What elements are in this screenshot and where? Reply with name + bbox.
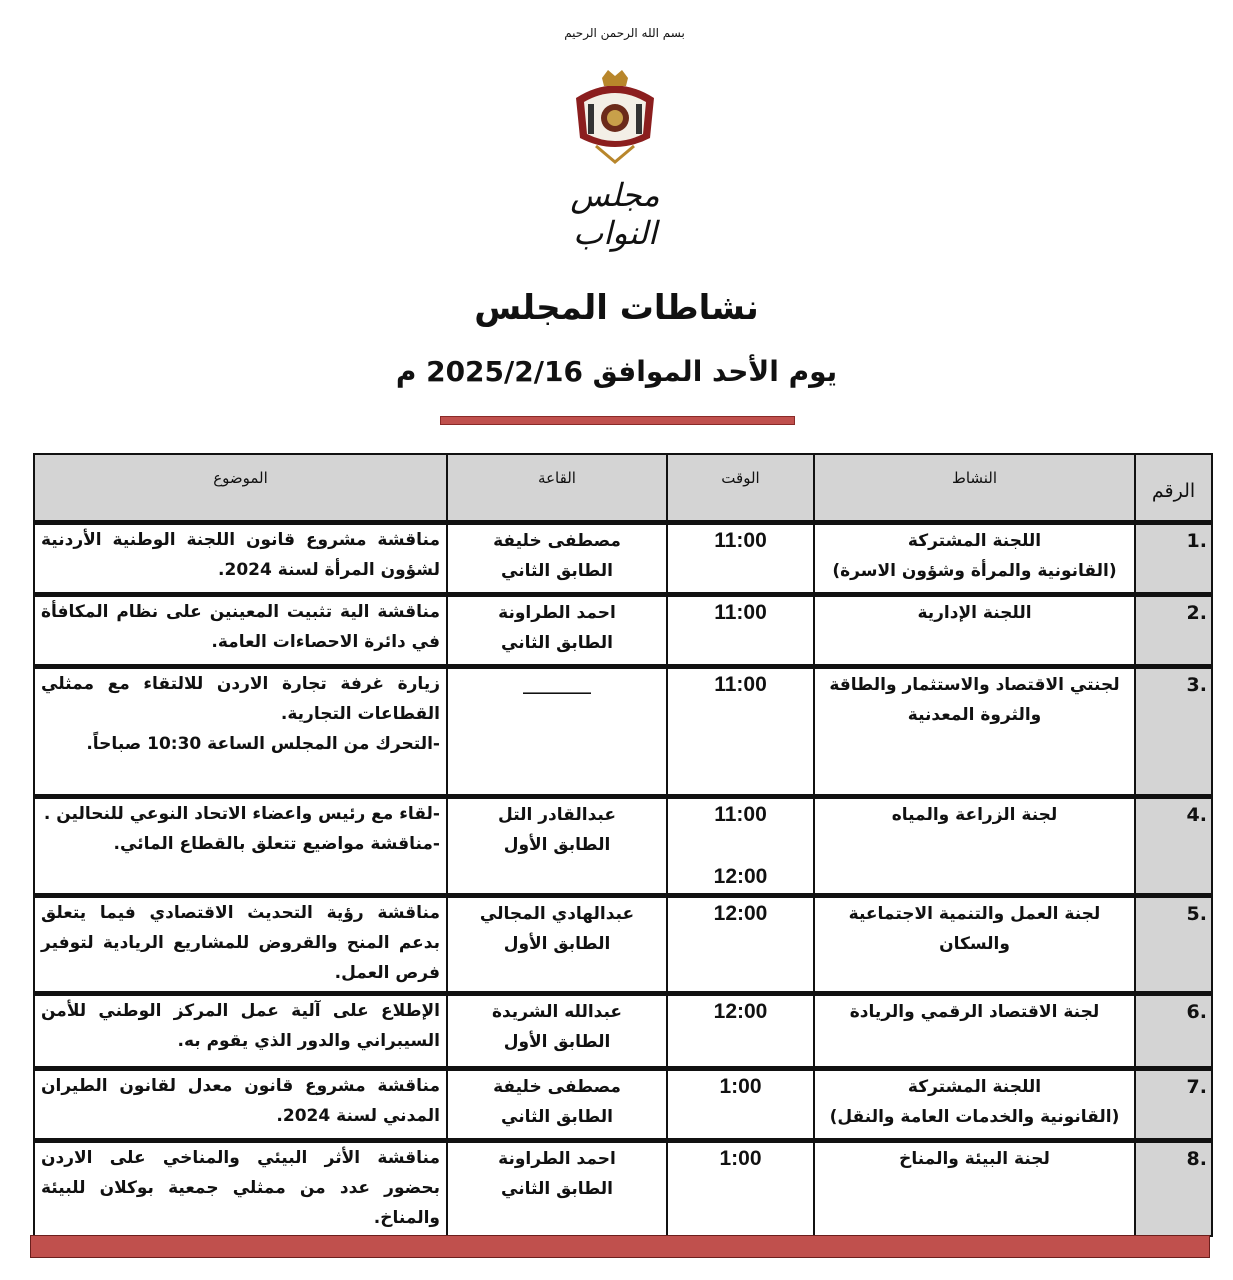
hall-cell-line: عبدالله الشريدة (491, 1002, 623, 1022)
hall-cell-line: مصطفى خليفة (493, 531, 621, 551)
time-cell (667, 667, 814, 797)
col-time: الوقت (667, 454, 814, 523)
hall-cell-line: عبدالقادر التل (498, 805, 616, 825)
row-number: .5 (1135, 896, 1212, 994)
subject-cell-line: مناقشة مشروع قانون معدل لقانون الطيران المدني لسنة 2024. (41, 1076, 440, 1126)
hall-cell (447, 1069, 667, 1141)
hall-cell-line: الطابق الثاني (501, 561, 613, 581)
subject-cell-line: الإطلاع على آلية عمل المركز الوطني للأمن السيبراني والدور الذي يقوم به. (41, 1001, 440, 1051)
activity-cell-line: (القانونية والمرأة وشؤون الاسرة) (832, 561, 1117, 581)
coat-of-arms-icon (566, 68, 664, 164)
subject-cell (34, 595, 447, 667)
subject-cell-line: مناقشة رؤية التحديث الاقتصادي فيما يتعلق بدعم المنح والقروض للمشاريع الريادية لتوفير فرص العمل. (41, 903, 440, 983)
subject-cell (34, 896, 447, 994)
activities-table (33, 453, 1213, 1237)
row-number: .2 (1135, 595, 1212, 667)
time-cell-line: 1:00 (719, 1075, 762, 1098)
subject-cell-line: مناقشة الية تثبيت المعينين على نظام المكافأة في دائرة الاحصاءات العامة. (41, 602, 440, 652)
hall-cell-line: الطابق الأول (503, 835, 611, 855)
table-header (34, 454, 1212, 523)
hall-cell (447, 523, 667, 595)
subject-cell (34, 797, 447, 896)
hall-cell-line: الطابق الأول (503, 1032, 611, 1052)
activity-cell (814, 896, 1135, 994)
time-cell (667, 1069, 814, 1141)
hall-cell (447, 994, 667, 1069)
activity-cell-line: لجنتي الاقتصاد والاستثمار والطاقة والثروة المعدنية (829, 675, 1120, 725)
hall-cell-line: عبدالهادي المجالي (479, 904, 635, 924)
activity-cell (814, 595, 1135, 667)
activity-cell (814, 523, 1135, 595)
subject-cell (34, 1069, 447, 1141)
row-number: .4 (1135, 797, 1212, 896)
time-cell (667, 994, 814, 1069)
activity-cell (814, 667, 1135, 797)
activity-cell-line: لجنة العمل والتنمية الاجتماعية والسكان (848, 904, 1101, 954)
col-subject: الموضوع (34, 454, 447, 523)
subject-cell-line: مناقشة الأثر البيئي والمناخي على الاردن بحضور عدد من ممثلي جمعية بوكلان للبيئة والمناخ. (41, 1148, 440, 1228)
time-cell-line: 11:00 (714, 529, 767, 552)
activity-cell-line: لجنة الزراعة والمياه (891, 805, 1058, 825)
hall-cell-line: الطابق الثاني (501, 1107, 613, 1127)
subject-cell-line: -مناقشة مواضيع تتعلق بالقطاع المائي. (113, 834, 440, 854)
subject-cell-line: زيارة غرفة تجارة الاردن للالتقاء مع ممثلي القطاعات التجارية. (41, 674, 440, 724)
row-number: .7 (1135, 1069, 1212, 1141)
time-cell-line: 12:00 (713, 865, 768, 888)
time-cell-line: 12:00 (713, 1000, 768, 1023)
hall-cell-line: مصطفى خليفة (493, 1077, 621, 1097)
activity-cell-line: اللجنة المشتركة (907, 531, 1042, 551)
subject-cell-line: -التحرك من المجلس الساعة 10:30 صباحاً. (86, 734, 440, 754)
activity-cell (814, 1141, 1135, 1236)
row-number: .3 (1135, 667, 1212, 797)
hall-cell (447, 595, 667, 667)
row-number: .8 (1135, 1141, 1212, 1236)
hall-cell (447, 1141, 667, 1236)
time-cell-line: 1:00 (719, 1147, 762, 1170)
col-activity: النشاط (814, 454, 1135, 523)
footer-bar (30, 1235, 1210, 1258)
hall-cell (447, 896, 667, 994)
activity-cell-line: لجنة الاقتصاد الرقمي والريادة (849, 1002, 1100, 1022)
subject-cell (34, 994, 447, 1069)
table-row (34, 1141, 1212, 1236)
hall-cell-line: الطابق الثاني (501, 1179, 613, 1199)
time-cell-line: 11:00 (714, 803, 767, 826)
subject-cell (34, 523, 447, 595)
hall-cell-line: احمد الطراونة (498, 1149, 616, 1169)
activity-cell (814, 797, 1135, 896)
time-cell (667, 896, 814, 994)
basmala: بسم الله الرحمن الرحيم (564, 26, 685, 40)
table-row (34, 797, 1212, 896)
hall-cell-line: الطابق الثاني (501, 633, 613, 653)
page-title: نشاطات المجلس (474, 288, 759, 328)
time-cell (667, 797, 814, 896)
table-row (34, 1069, 1212, 1141)
subject-cell-line: مناقشة مشروع قانون اللجنة الوطنية الأردنية لشؤون المرأة لسنة 2024. (41, 530, 440, 580)
table-row (34, 994, 1212, 1069)
table-row (34, 667, 1212, 797)
title-divider (440, 416, 795, 425)
subject-cell (34, 667, 447, 797)
time-cell (667, 595, 814, 667)
activity-cell-line: اللجنة المشتركة (907, 1077, 1042, 1097)
council-logo-text: مجلس النواب (570, 176, 660, 252)
table-row (34, 896, 1212, 994)
activity-cell (814, 994, 1135, 1069)
time-cell (667, 523, 814, 595)
hall-cell (447, 797, 667, 896)
activity-cell-line: لجنة البيئة والمناخ (899, 1149, 1050, 1169)
hall-cell (447, 667, 667, 797)
col-number: الرقم (1135, 454, 1212, 523)
subject-cell (34, 1141, 447, 1236)
time-cell-line: 12:00 (713, 902, 768, 925)
page-date: يوم الأحد الموافق 2025/2/16 م (395, 355, 838, 388)
row-number: .6 (1135, 994, 1212, 1069)
time-cell-line: 11:00 (714, 673, 767, 696)
hall-cell-line: الطابق الأول (503, 934, 611, 954)
hall-cell-line: ________ (523, 675, 591, 695)
table-row (34, 595, 1212, 667)
activity-cell-line: اللجنة الإدارية (917, 603, 1032, 623)
time-cell-line: 11:00 (714, 601, 767, 624)
col-hall: القاعة (447, 454, 667, 523)
hall-cell-line: احمد الطراونة (498, 603, 616, 623)
table-row (34, 523, 1212, 595)
subject-cell-line: -لقاء مع رئيس واعضاء الاتحاد النوعي للنحالين . (43, 804, 440, 824)
time-cell (667, 1141, 814, 1236)
activity-cell (814, 1069, 1135, 1141)
row-number: .1 (1135, 523, 1212, 595)
activity-cell-line: (القانونية والخدمات العامة والنقل) (829, 1107, 1120, 1127)
